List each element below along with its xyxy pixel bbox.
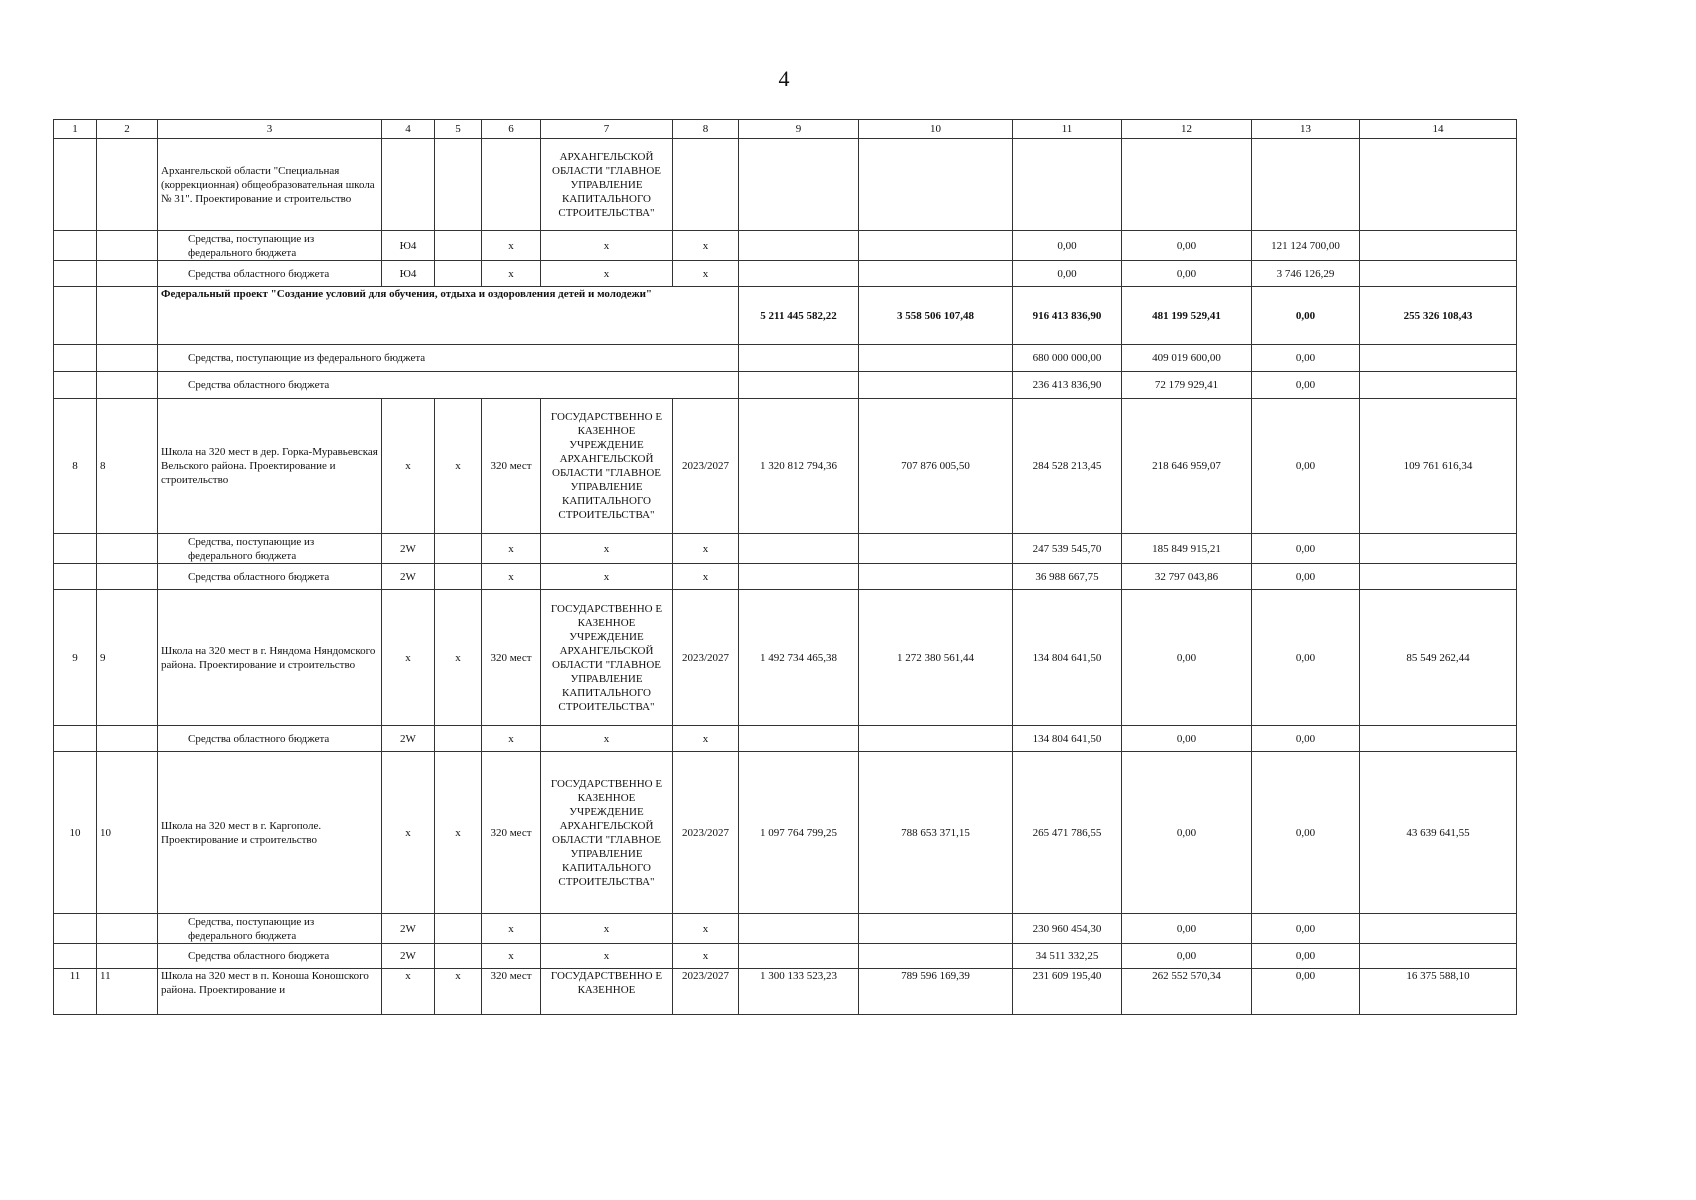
col10-value-cell: 707 876 005,50: [859, 399, 1013, 534]
col11-value-cell: 0,00: [1013, 231, 1122, 261]
col12-value-cell: 0,00: [1122, 914, 1252, 944]
code-cell: х: [382, 969, 435, 1015]
capacity-cell: 320 мест: [482, 590, 541, 726]
col14-value-cell: 16 375 588,10: [1360, 969, 1517, 1015]
col14-value-cell: [1360, 261, 1517, 287]
col10-value-cell: [859, 231, 1013, 261]
funding-source-cell: Средства областного бюджета: [158, 261, 382, 287]
funding-source-cell: Средства, поступающие из федерального бюджета: [158, 914, 382, 944]
row-number-cell: [54, 287, 97, 345]
col12-value-cell: [1122, 139, 1252, 231]
table-row: [54, 914, 1517, 944]
federal-project-title: Федеральный проект "Создание условий для обучения, отдыха и оздоровления детей и молодежи": [158, 287, 739, 345]
object-number-cell: [97, 261, 158, 287]
capacity-cell: х: [482, 726, 541, 752]
period-cell: 2023/2027: [673, 399, 739, 534]
table-row: [54, 399, 1517, 534]
col10-value-cell: 3 558 506 107,48: [859, 287, 1013, 345]
header-cell: 3: [158, 120, 382, 139]
header-cell: 12: [1122, 120, 1252, 139]
col13-value-cell: 3 746 126,29: [1252, 261, 1360, 287]
code-cell: 2W: [382, 726, 435, 752]
table-row: [54, 261, 1517, 287]
col11-value-cell: 247 539 545,70: [1013, 534, 1122, 564]
col12-value-cell: 262 552 570,34: [1122, 969, 1252, 1015]
customer-cell: АРХАНГЕЛЬСКОЙ ОБЛАСТИ "ГЛАВНОЕ УПРАВЛЕНИЕ КАПИТАЛЬНОГО СТРОИТЕЛЬСТВА": [541, 139, 673, 231]
col10-value-cell: 1 272 380 561,44: [859, 590, 1013, 726]
code-cell: 2W: [382, 564, 435, 590]
col11-value-cell: 0,00: [1013, 261, 1122, 287]
col13-value-cell: 0,00: [1252, 914, 1360, 944]
col11-value-cell: 134 804 641,50: [1013, 726, 1122, 752]
col12-value-cell: 0,00: [1122, 752, 1252, 914]
col13-value-cell: 0,00: [1252, 287, 1360, 345]
col12-value-cell: 409 019 600,00: [1122, 345, 1252, 372]
capacity-cell: х: [482, 564, 541, 590]
header-cell: 9: [739, 120, 859, 139]
object-number-cell: [97, 944, 158, 969]
header-cell: 4: [382, 120, 435, 139]
estimated-cost-cell: [739, 231, 859, 261]
estimated-cost-cell: 1 097 764 799,25: [739, 752, 859, 914]
col11-value-cell: 680 000 000,00: [1013, 345, 1122, 372]
col11-value-cell: [1013, 139, 1122, 231]
object-number-cell: [97, 726, 158, 752]
capacity-cell: 320 мест: [482, 969, 541, 1015]
row-number-cell: [54, 944, 97, 969]
object-number-cell: [97, 372, 158, 399]
col12-value-cell: 32 797 043,86: [1122, 564, 1252, 590]
col12-value-cell: 185 849 915,21: [1122, 534, 1252, 564]
col11-value-cell: 34 511 332,25: [1013, 944, 1122, 969]
object-name-cell: Школа на 320 мест в дер. Горка-Муравьевская Вельского района. Проектирование и строительство: [158, 399, 382, 534]
table-row: [54, 969, 1517, 1015]
col11-value-cell: 134 804 641,50: [1013, 590, 1122, 726]
customer-cell: х: [541, 564, 673, 590]
estimated-cost-cell: [739, 372, 859, 399]
col5-cell: [435, 534, 482, 564]
row-number-cell: [54, 564, 97, 590]
col12-value-cell: 0,00: [1122, 944, 1252, 969]
estimated-cost-cell: [739, 139, 859, 231]
estimated-cost-cell: [739, 261, 859, 287]
col10-value-cell: [859, 261, 1013, 287]
col14-value-cell: [1360, 944, 1517, 969]
estimated-cost-cell: [739, 944, 859, 969]
object-name-cell: Архангельской области "Специальная (коррекционная) общеобразовательная школа № 31". Проектирование и строительство: [158, 139, 382, 231]
row-number-cell: 11: [54, 969, 97, 1015]
row-number-cell: 9: [54, 590, 97, 726]
row-number-cell: [54, 914, 97, 944]
customer-cell: ГОСУДАРСТВЕННО Е КАЗЕННОЕ УЧРЕЖДЕНИЕ АРХАНГЕЛЬСКОЙ ОБЛАСТИ "ГЛАВНОЕ УПРАВЛЕНИЕ КАПИТАЛЬНОГО СТРОИТЕЛЬСТВА": [541, 399, 673, 534]
header-cell: 7: [541, 120, 673, 139]
estimated-cost-cell: [739, 726, 859, 752]
col10-value-cell: [859, 564, 1013, 590]
funding-source-cell: Средства областного бюджета: [158, 726, 382, 752]
col11-value-cell: 916 413 836,90: [1013, 287, 1122, 345]
col10-value-cell: [859, 726, 1013, 752]
estimated-cost-cell: [739, 345, 859, 372]
customer-cell: ГОСУДАРСТВЕННО Е КАЗЕННОЕ УЧРЕЖДЕНИЕ АРХАНГЕЛЬСКОЙ ОБЛАСТИ "ГЛАВНОЕ УПРАВЛЕНИЕ КАПИТАЛЬНОГО СТРОИТЕЛЬСТВА": [541, 590, 673, 726]
funding-source-cell: Средства областного бюджета: [158, 564, 382, 590]
col13-value-cell: 0,00: [1252, 345, 1360, 372]
col14-value-cell: [1360, 231, 1517, 261]
estimated-cost-cell: [739, 564, 859, 590]
code-cell: х: [382, 590, 435, 726]
col14-value-cell: [1360, 345, 1517, 372]
object-number-cell: 10: [97, 752, 158, 914]
period-cell: х: [673, 944, 739, 969]
code-cell: 2W: [382, 944, 435, 969]
period-cell: х: [673, 534, 739, 564]
estimated-cost-cell: 1 320 812 794,36: [739, 399, 859, 534]
period-cell: 2023/2027: [673, 590, 739, 726]
row-number-cell: 10: [54, 752, 97, 914]
code-cell: [382, 139, 435, 231]
header-cell: 5: [435, 120, 482, 139]
code-cell: х: [382, 399, 435, 534]
page-number: 4: [778, 66, 790, 91]
object-number-cell: [97, 231, 158, 261]
code-cell: х: [382, 752, 435, 914]
col10-value-cell: [859, 345, 1013, 372]
header-cell: 8: [673, 120, 739, 139]
object-number-cell: 11: [97, 969, 158, 1015]
capacity-cell: [482, 139, 541, 231]
col5-cell: х: [435, 399, 482, 534]
code-cell: 2W: [382, 534, 435, 564]
object-number-cell: [97, 139, 158, 231]
col13-value-cell: [1252, 139, 1360, 231]
customer-cell: ГОСУДАРСТВЕННО Е КАЗЕННОЕ: [541, 969, 673, 1015]
col10-value-cell: 788 653 371,15: [859, 752, 1013, 914]
table-row: [54, 564, 1517, 590]
col12-value-cell: 0,00: [1122, 590, 1252, 726]
estimated-cost-cell: [739, 534, 859, 564]
row-number-cell: [54, 345, 97, 372]
col10-value-cell: [859, 139, 1013, 231]
object-number-cell: [97, 345, 158, 372]
funding-source-cell: Средства, поступающие из федерального бюджета: [158, 534, 382, 564]
table-row: [54, 372, 1517, 399]
estimated-cost-cell: 1 492 734 465,38: [739, 590, 859, 726]
period-cell: х: [673, 564, 739, 590]
row-number-cell: [54, 261, 97, 287]
col11-value-cell: 36 988 667,75: [1013, 564, 1122, 590]
col14-value-cell: 85 549 262,44: [1360, 590, 1517, 726]
capacity-cell: х: [482, 231, 541, 261]
table-row: [54, 231, 1517, 261]
col5-cell: [435, 914, 482, 944]
col11-value-cell: 236 413 836,90: [1013, 372, 1122, 399]
funding-source-cell: Средства, поступающие из федерального бюджета: [158, 345, 739, 372]
federal-project-row: [54, 287, 1517, 345]
table-row: [54, 345, 1517, 372]
col14-value-cell: 109 761 616,34: [1360, 399, 1517, 534]
code-cell: Ю4: [382, 261, 435, 287]
column-number-header-row: [54, 120, 1517, 139]
estimated-cost-cell: 1 300 133 523,23: [739, 969, 859, 1015]
customer-cell: х: [541, 914, 673, 944]
col13-value-cell: 0,00: [1252, 752, 1360, 914]
object-number-cell: 9: [97, 590, 158, 726]
col5-cell: [435, 231, 482, 261]
header-cell: 6: [482, 120, 541, 139]
col12-value-cell: 0,00: [1122, 261, 1252, 287]
col5-cell: х: [435, 590, 482, 726]
col13-value-cell: 0,00: [1252, 590, 1360, 726]
col13-value-cell: 0,00: [1252, 372, 1360, 399]
col13-value-cell: 0,00: [1252, 534, 1360, 564]
header-cell: 1: [54, 120, 97, 139]
col10-value-cell: [859, 534, 1013, 564]
table-row: [54, 590, 1517, 726]
col12-value-cell: 481 199 529,41: [1122, 287, 1252, 345]
col5-cell: [435, 726, 482, 752]
col14-value-cell: 43 639 641,55: [1360, 752, 1517, 914]
col13-value-cell: 0,00: [1252, 944, 1360, 969]
col12-value-cell: 72 179 929,41: [1122, 372, 1252, 399]
col11-value-cell: 231 609 195,40: [1013, 969, 1122, 1015]
col13-value-cell: 0,00: [1252, 564, 1360, 590]
code-cell: 2W: [382, 914, 435, 944]
row-number-cell: [54, 726, 97, 752]
capacity-cell: х: [482, 944, 541, 969]
col13-value-cell: 0,00: [1252, 969, 1360, 1015]
funding-source-cell: Средства, поступающие из федерального бюджета: [158, 231, 382, 261]
table-row: [54, 534, 1517, 564]
col5-cell: [435, 139, 482, 231]
customer-cell: х: [541, 726, 673, 752]
col12-value-cell: 0,00: [1122, 231, 1252, 261]
period-cell: х: [673, 231, 739, 261]
funding-source-cell: Средства областного бюджета: [158, 944, 382, 969]
col12-value-cell: 218 646 959,07: [1122, 399, 1252, 534]
col5-cell: [435, 564, 482, 590]
funding-source-cell: Средства областного бюджета: [158, 372, 739, 399]
period-cell: 2023/2027: [673, 969, 739, 1015]
table-row: [54, 726, 1517, 752]
customer-cell: х: [541, 944, 673, 969]
customer-cell: х: [541, 534, 673, 564]
object-number-cell: [97, 914, 158, 944]
col10-value-cell: [859, 372, 1013, 399]
capacity-cell: 320 мест: [482, 399, 541, 534]
col11-value-cell: 265 471 786,55: [1013, 752, 1122, 914]
header-cell: 2: [97, 120, 158, 139]
col5-cell: х: [435, 969, 482, 1015]
col11-value-cell: 284 528 213,45: [1013, 399, 1122, 534]
object-number-cell: [97, 534, 158, 564]
budget-table: [53, 119, 1517, 1015]
estimated-cost-cell: 5 211 445 582,22: [739, 287, 859, 345]
col14-value-cell: [1360, 372, 1517, 399]
object-name-cell: Школа на 320 мест в г. Няндома Няндомского района. Проектирование и строительство: [158, 590, 382, 726]
row-number-cell: [54, 534, 97, 564]
object-number-cell: [97, 287, 158, 345]
col5-cell: х: [435, 752, 482, 914]
col5-cell: [435, 944, 482, 969]
col10-value-cell: 789 596 169,39: [859, 969, 1013, 1015]
customer-cell: ГОСУДАРСТВЕННО Е КАЗЕННОЕ УЧРЕЖДЕНИЕ АРХАНГЕЛЬСКОЙ ОБЛАСТИ "ГЛАВНОЕ УПРАВЛЕНИЕ КАПИТАЛЬНОГО СТРОИТЕЛЬСТВА": [541, 752, 673, 914]
col14-value-cell: [1360, 564, 1517, 590]
header-cell: 11: [1013, 120, 1122, 139]
table-row: [54, 139, 1517, 231]
code-cell: Ю4: [382, 231, 435, 261]
object-name-cell: Школа на 320 мест в п. Коноша Коношского района. Проектирование и: [158, 969, 382, 1015]
col5-cell: [435, 261, 482, 287]
col14-value-cell: [1360, 914, 1517, 944]
row-number-cell: [54, 231, 97, 261]
table-row: [54, 752, 1517, 914]
header-cell: 10: [859, 120, 1013, 139]
col10-value-cell: [859, 914, 1013, 944]
col14-value-cell: [1360, 726, 1517, 752]
period-cell: [673, 139, 739, 231]
period-cell: 2023/2027: [673, 752, 739, 914]
col14-value-cell: [1360, 139, 1517, 231]
table-row: [54, 944, 1517, 969]
col10-value-cell: [859, 944, 1013, 969]
row-number-cell: 8: [54, 399, 97, 534]
period-cell: х: [673, 914, 739, 944]
row-number-cell: [54, 372, 97, 399]
period-cell: х: [673, 261, 739, 287]
col13-value-cell: 0,00: [1252, 726, 1360, 752]
object-name-cell: Школа на 320 мест в г. Каргополе. Проектирование и строительство: [158, 752, 382, 914]
header-cell: 13: [1252, 120, 1360, 139]
object-number-cell: [97, 564, 158, 590]
col13-value-cell: 0,00: [1252, 399, 1360, 534]
header-cell: 14: [1360, 120, 1517, 139]
customer-cell: х: [541, 261, 673, 287]
col12-value-cell: 0,00: [1122, 726, 1252, 752]
customer-cell: х: [541, 231, 673, 261]
col14-value-cell: [1360, 534, 1517, 564]
capacity-cell: х: [482, 914, 541, 944]
estimated-cost-cell: [739, 914, 859, 944]
capacity-cell: х: [482, 261, 541, 287]
capacity-cell: 320 мест: [482, 752, 541, 914]
col11-value-cell: 230 960 454,30: [1013, 914, 1122, 944]
col13-value-cell: 121 124 700,00: [1252, 231, 1360, 261]
capacity-cell: х: [482, 534, 541, 564]
object-number-cell: 8: [97, 399, 158, 534]
period-cell: х: [673, 726, 739, 752]
row-number-cell: [54, 139, 97, 231]
col14-value-cell: 255 326 108,43: [1360, 287, 1517, 345]
